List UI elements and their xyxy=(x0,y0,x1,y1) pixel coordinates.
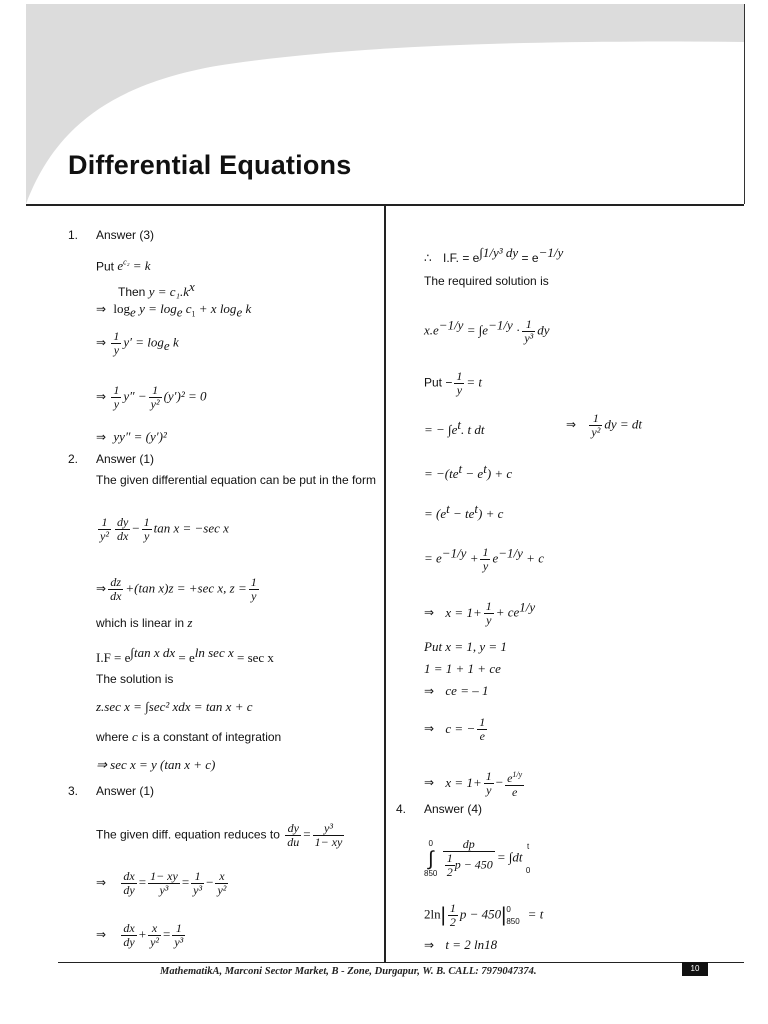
q1-sub-e2: e xyxy=(176,304,183,320)
q1-deriv1-k: k xyxy=(173,334,179,350)
r-step-8: = $e^{-1/y}$ + $\frac{1}{y}$ $e^{-1/y} + c$ xyxy=(424,545,544,573)
q3-text: The given diff. equation reduces to $\frac{dy}{du}$ = $\frac{\text{y³}}{1- xy}$ xyxy=(96,821,343,849)
r-step-9: ⇒ x = 1+ $\frac{1}{y}$ + $ce^{1/y}$ xyxy=(424,599,536,627)
q2-header xyxy=(68,452,155,466)
q1-e: e xyxy=(117,258,124,274)
r-step-14: ⇒ x = 1+ $\frac{1}{y}$ − $\frac{e^{1/y}}{e}$ xyxy=(424,769,523,799)
r-step-6: = $-(te^t - e^t) + c$ xyxy=(424,461,513,481)
q1-deriv2-mid: y″ − xyxy=(123,388,147,404)
q1-sub-e1: e xyxy=(130,304,136,320)
q2-answer: Answer (1) xyxy=(96,452,155,466)
q4-header xyxy=(396,802,483,816)
q2-eq1: $\frac{1}{\text{y²}}$ $\frac{dy}{dx}$ − $\frac{1}{y}$ tan x = −sec x xyxy=(100,515,229,543)
q1-line-then xyxy=(118,280,195,299)
q1-line-deriv2 xyxy=(96,384,207,411)
q2-where: where c is a constant of integration xyxy=(96,729,282,744)
q2-eq2: ⇒ $\frac{dz}{dx}$ +(tan x)z = +sec x, z = $\frac{1}{y}$ xyxy=(96,575,257,603)
q1-log-c: c xyxy=(182,301,192,316)
q1-then-label: Then xyxy=(118,285,149,299)
q1-number: 1. xyxy=(68,228,79,242)
q4-integral-eq: 0 ∫ 850 dp $\frac{1}{2}$ p − 450 = ∫dt t 0 xyxy=(424,837,531,879)
q1-log-k: k xyxy=(242,301,252,316)
q1-then-sup: x xyxy=(189,279,195,294)
q1-sub-e3: e xyxy=(236,304,243,320)
q4-log-eq: 2ln| $\frac{1}{2}$ p − 450| 0 850 = t xyxy=(424,901,544,929)
q1-line-put xyxy=(96,256,151,273)
q1-deriv1-rest: y′ = log xyxy=(123,334,164,350)
column-divider xyxy=(384,206,386,962)
q2-final: ⇒ sec x = y (tan x + c) xyxy=(96,757,216,772)
q1-frac-1: $\frac{1}{y}$ xyxy=(113,329,120,357)
r-solution-eq: $x.e^{-1/y} = \int e^{-1/y}$ · $\frac{1}{\text{y³}}$ dy xyxy=(424,317,550,345)
q3-eq1: ⇒ $\frac{dx}{dy}$ = $\frac{1- xy}{\text{y³}}$ = $\frac{1}{\text{y³}}$ − $\frac{x}{\text{y²}}$ xyxy=(96,869,227,897)
q1-sub-e4: e xyxy=(163,338,170,354)
q1-log-mid: y = log xyxy=(139,301,177,316)
q2-text: The given differential equation can be put in the form xyxy=(96,473,376,487)
footer-contact: MathematikA, Marconi Sector Market, B - Zone, Durgapur, W. B. CALL: 7979047374. xyxy=(160,966,537,977)
r-put-values: Put x = 1, y = 1 xyxy=(424,639,507,654)
q1-line-deriv1 xyxy=(96,330,179,357)
q1-deriv2-rest: (y′)² = 0 xyxy=(163,388,207,404)
q1-log-rest: + x log xyxy=(195,301,237,316)
r-if: ∴ I.F. = $e^{\int 1/y^3 dy} = e^{-1/y}$ xyxy=(424,245,564,265)
q1-then-eq: y = c₁.k xyxy=(148,284,190,299)
q1-sub-1: 1 xyxy=(191,309,196,319)
q2-solution-eq: z.sec x = ∫sec² xdx = tan x + c xyxy=(96,699,253,714)
q1-arrow-3: ⇒ xyxy=(96,389,107,404)
r-step-11: 1 = 1 + 1 + ce xyxy=(424,661,501,676)
q1-e-sup: c₂ xyxy=(123,258,130,267)
q3-header xyxy=(68,784,155,798)
q1-log1: log xyxy=(113,301,131,316)
q1-arrow-1: ⇒ xyxy=(96,302,107,316)
r-put-t: Put − $\frac{1}{y}$ = t xyxy=(424,369,482,397)
q1-arrow-4: ⇒ xyxy=(96,430,107,444)
q1-line-log xyxy=(96,302,251,322)
q4-answer: Answer (4) xyxy=(424,802,483,816)
q1-answer: Answer (3) xyxy=(96,228,155,242)
q2-solution-label: The solution is xyxy=(96,672,174,686)
q1-arrow-2: ⇒ xyxy=(96,335,107,350)
r-step-7: = $(e^t - te^t) + c$ xyxy=(424,501,504,521)
r-step-13: ⇒ c = − $\frac{1}{e}$ xyxy=(424,715,486,743)
bottom-rule xyxy=(58,962,744,963)
q1-header xyxy=(68,228,155,242)
r-substitution: ⇒ $\frac{1}{\text{y²}}$ dy = dt xyxy=(566,411,642,439)
q1-line-final xyxy=(96,430,167,444)
q1-final-eq: yy″ = (y′)² xyxy=(113,429,167,444)
q2-number: 2. xyxy=(68,452,79,466)
r-required-solution: The required solution is xyxy=(424,274,549,288)
page-title: Differential Equations xyxy=(68,150,352,180)
q4-number: 4. xyxy=(396,802,407,816)
q1-put-label: Put xyxy=(96,259,115,274)
q2-linear: which is linear in z xyxy=(96,615,193,630)
q2-integrating-factor: $I.F = e^{\int tan x dx} = e^{ln sec x} = \sec x$ xyxy=(96,645,274,665)
page-number-badge: 10 xyxy=(682,962,708,976)
q3-eq2: ⇒ $\frac{dx}{dy}$ + $\frac{x}{\text{y²}}$ = $\frac{1}{\text{y³}}$ xyxy=(96,921,184,949)
r-integral-t: = − $\int e^t$. t dt xyxy=(424,417,485,437)
q1-frac-2: $\frac{1}{y}$ xyxy=(113,383,120,411)
q3-answer: Answer (1) xyxy=(96,784,155,798)
q1-frac-3: $\frac{1}{\text{y²}}$ xyxy=(150,383,160,411)
r-step-12: ⇒ ce = – 1 xyxy=(424,683,489,698)
q3-number: 3. xyxy=(68,784,79,798)
q1-e-rhs: = k xyxy=(129,258,151,274)
q4-final: ⇒ t = 2 ln18 xyxy=(424,937,498,952)
